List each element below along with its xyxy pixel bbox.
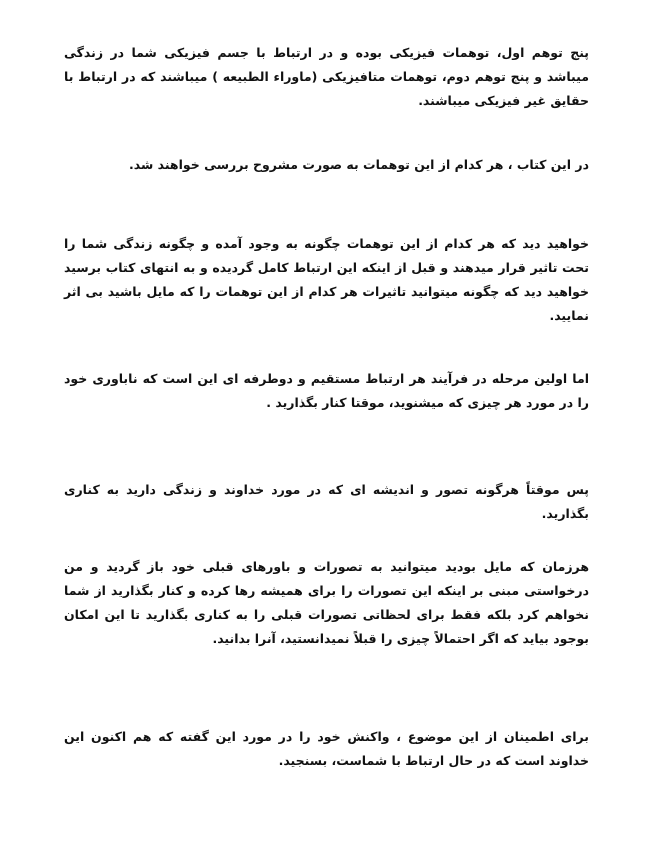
paragraph-return-to-beliefs: هرزمان که مایل بودید میتوانید به تصورات و باورهای قبلی خود باز گردید و من درخواستی مبنی بر اینکه این تصورات را برای همیشه رها کرده و کنار بگذارید از شما نخواهم کرد بلکه فقط برای لحظاتی تصورات قبلی را به کناری بگذارید تا این امکان بوجود بیاید که اگر احتمالاً چیزی را قبلاً نمیدانستید، آنرا بدانید. — [64, 559, 589, 646]
paragraph-book-review: در این کتاب ، هر کدام از این توهمات به صورت مشروح بررسی خواهند شد. — [128, 157, 589, 172]
paragraph-how-illusions-arise: خواهید دید که هر کدام از این توهمات چگونه به وجود آمده و چگونه زندگی شما را تحت تاثیر قرار میدهند و قبل از اینکه این ارتباط کامل گردیده و به انتهای کتاب برسید خواهید دید که چگونه میتوانید تاثیرات هر کدام از این توهمات را که مایل باشید بی اثر نمایید. — [64, 236, 589, 323]
paragraph-set-aside: پس موقتاً هرگونه تصور و اندیشه ای که در مورد خداوند و زندگی دارید به کناری بگذارید. — [64, 482, 589, 521]
paragraph-measure-reaction: برای اطمینان از این موضوع ، واکنش خود را در مورد این گفته که هم اکنون این خداوند است که در حال ارتباط با شماست، بسنجید. — [64, 729, 589, 768]
paragraph-first-step: اما اولین مرحله در فرآیند هر ارتباط مستقیم و دوطرفه ای این است که ناباوری خود را در مورد هر چیزی که میشنوید، موقتا کنار بگذارید . — [64, 371, 589, 410]
paragraph-illusions-intro: پنج توهم اول، توهمات فیزیکی بوده و در ارتباط با جسم فیزیکی شما در زندگی میباشد و پنج توهم دوم، توهمات متافیزیکی (ماوراء الطبیعه ) میباشند که در ارتباط با حقایق غیر فیزیکی میباشند. — [64, 45, 589, 108]
